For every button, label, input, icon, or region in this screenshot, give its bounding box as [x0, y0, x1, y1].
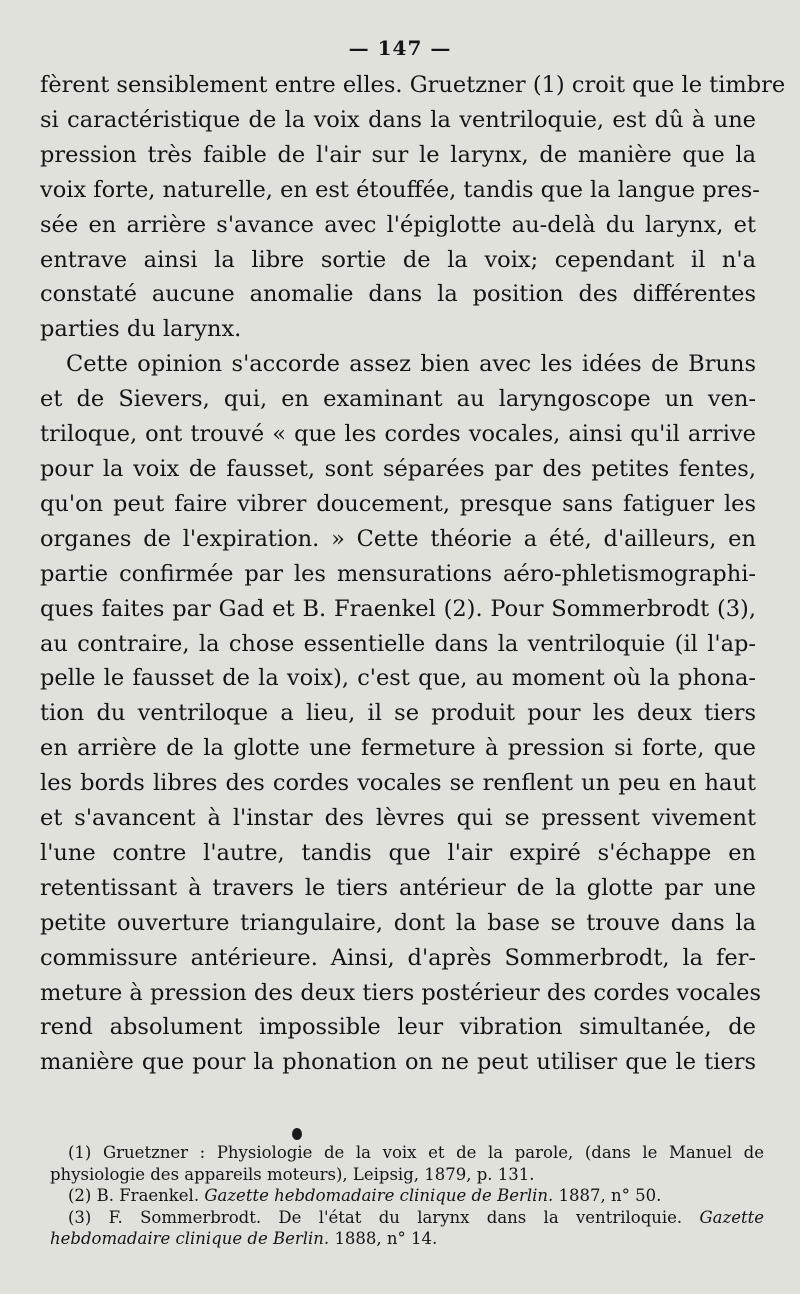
text-line: qu'on peut faire vibrer doucement, presque sans fatiguer les [40, 490, 756, 517]
body-text [40, 68, 786, 1080]
text-line: rend absolument impossible leur vibration simultanée, de [40, 1014, 756, 1041]
footnote-3-issue: 1888, n° 14. [334, 1229, 438, 1248]
footnote-2-issue: 1887, n° 50. [558, 1186, 662, 1205]
text-line: et s'avancent à l'instar des lèvres qui se pressent vivement [40, 805, 756, 832]
text-line: tion du ventriloque a lieu, il se produit pour les deux tiers [40, 700, 756, 727]
footnote-3-line-2 [50, 1228, 764, 1250]
footnote-3-line-1 [50, 1207, 764, 1229]
text-line: en arrière de la glotte une fermeture à pression si forte, que [40, 735, 756, 762]
footnote-1-line-1: (1) Gruetzner : Physiologie de la voix et de la parole, (dans le Manuel de [68, 1143, 764, 1162]
text-line: commissure antérieure. Ainsi, d'après Sommerbrodt, la fer- [40, 944, 756, 971]
text-line: parties du larynx. [40, 316, 242, 343]
text-line: les bords libres des cordes vocales se renflent un peu en haut [40, 770, 756, 797]
text-line: ques faites par Gad et B. Fraenkel (2). Pour Sommerbrodt (3), [40, 595, 756, 622]
text-line: et de Sievers, qui, en examinant au laryngoscope un ven- [40, 386, 756, 413]
text-line: l'une contre l'autre, tandis que l'air expiré s'échappe en [40, 839, 756, 866]
footnote-2-author: (2) B. Fraenkel. [68, 1186, 200, 1205]
text-line: pression très faible de l'air sur le larynx, de manière que la [40, 141, 756, 168]
page-number: — 147 — [348, 36, 452, 60]
text-line: meture à pression des deux tiers postérieur des cordes vocales [40, 979, 761, 1006]
text-line: pour la voix de fausset, sont séparées par des petites fentes, [40, 455, 756, 482]
footnote-2 [50, 1185, 764, 1207]
text-line: sée en arrière s'avance avec l'épiglotte au-delà du larynx, et [40, 211, 756, 238]
footnote-3-journal-end: hebdomadaire clinique de Berlin. [50, 1229, 330, 1248]
text-line: triloque, ont trouvé « que les cordes vocales, ainsi qu'il arrive [40, 421, 756, 448]
text-line: manière que pour la phonation on ne peut utiliser que le tiers [40, 1049, 756, 1076]
text-line: voix forte, naturelle, en est étouffée, tandis que la langue pres- [40, 176, 760, 203]
footnote-3-title: (3) F. Sommerbrodt. De l'état du larynx dans la ventriloquie. [68, 1207, 683, 1227]
footnotes [50, 1142, 764, 1250]
text-line: petite ouverture triangulaire, dont la base se trouve dans la [40, 909, 756, 936]
text-line: au contraire, la chose essentielle dans la ventriloquie (il l'ap- [40, 630, 756, 657]
text-line: Cette opinion s'accorde assez bien avec les idées de Bruns [66, 351, 756, 378]
text-line: fèrent sensiblement entre elles. Gruetzner (1) croit que le timbre [40, 72, 786, 98]
text-line: pelle le fausset de la voix), c'est que, au moment où la phona- [40, 665, 756, 692]
text-line: entrave ainsi la libre sortie de la voix; cependant il n'a [40, 246, 756, 273]
footnote-3-journal-start: Gazette [699, 1207, 764, 1227]
footnote-1-line-2: physiologie des appareils moteurs), Leipsig, 1879, p. 131. [50, 1164, 535, 1184]
text-line: retentissant à travers le tiers antérieur de la glotte par une [40, 874, 756, 901]
text-line: partie confirmée par les mensurations aéro-phletismographi- [40, 560, 756, 587]
text-line: constaté aucune anomalie dans la position des différentes [40, 281, 756, 308]
footnote-2-journal: Gazette hebdomadaire clinique de Berlin. [204, 1186, 554, 1205]
printer-ornament [292, 1128, 302, 1140]
text-line: organes de l'expiration. » Cette théorie a été, d'ailleurs, en [40, 525, 756, 552]
text-line: si caractéristique de la voix dans la ventriloquie, est dû à une [40, 106, 756, 133]
